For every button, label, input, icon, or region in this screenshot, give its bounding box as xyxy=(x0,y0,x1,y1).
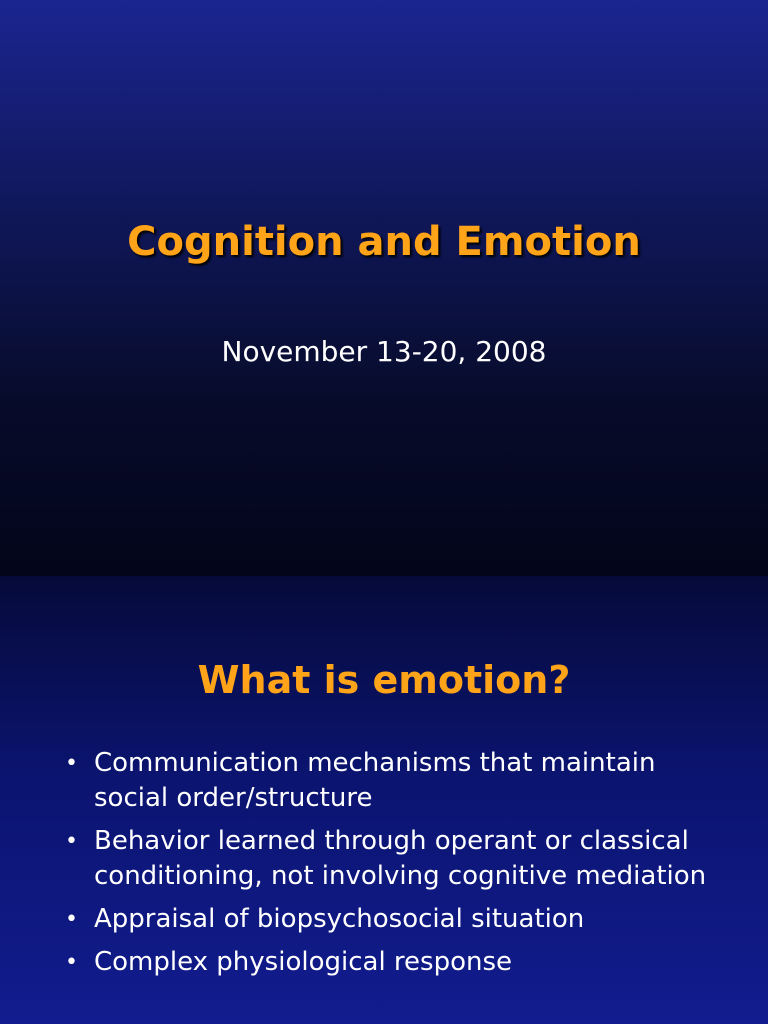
slide-subtitle-date: November 13-20, 2008 xyxy=(221,335,547,368)
slide-title: Cognition and Emotion xyxy=(127,219,641,265)
list-item xyxy=(62,824,712,894)
bullet-dot-icon: • xyxy=(65,950,78,975)
bullet-text: Complex physiological response xyxy=(94,947,513,977)
bullet-text: Appraisal of biopsychosocial situation xyxy=(94,904,585,934)
bullet-list xyxy=(62,746,712,988)
list-item xyxy=(62,945,712,980)
slide-title: What is emotion? xyxy=(197,658,571,702)
bullet-dot-icon: • xyxy=(65,907,78,932)
content-slide xyxy=(0,576,768,1024)
bullet-dot-icon: • xyxy=(65,829,78,854)
list-item xyxy=(62,902,712,937)
bullet-dot-icon: • xyxy=(65,751,78,776)
bullet-text: Behavior learned through operant or classical conditioning, not involving cognitive mediation xyxy=(94,826,707,891)
list-item xyxy=(62,746,712,816)
bullet-text: Communication mechanisms that maintain social order/structure xyxy=(94,748,656,813)
